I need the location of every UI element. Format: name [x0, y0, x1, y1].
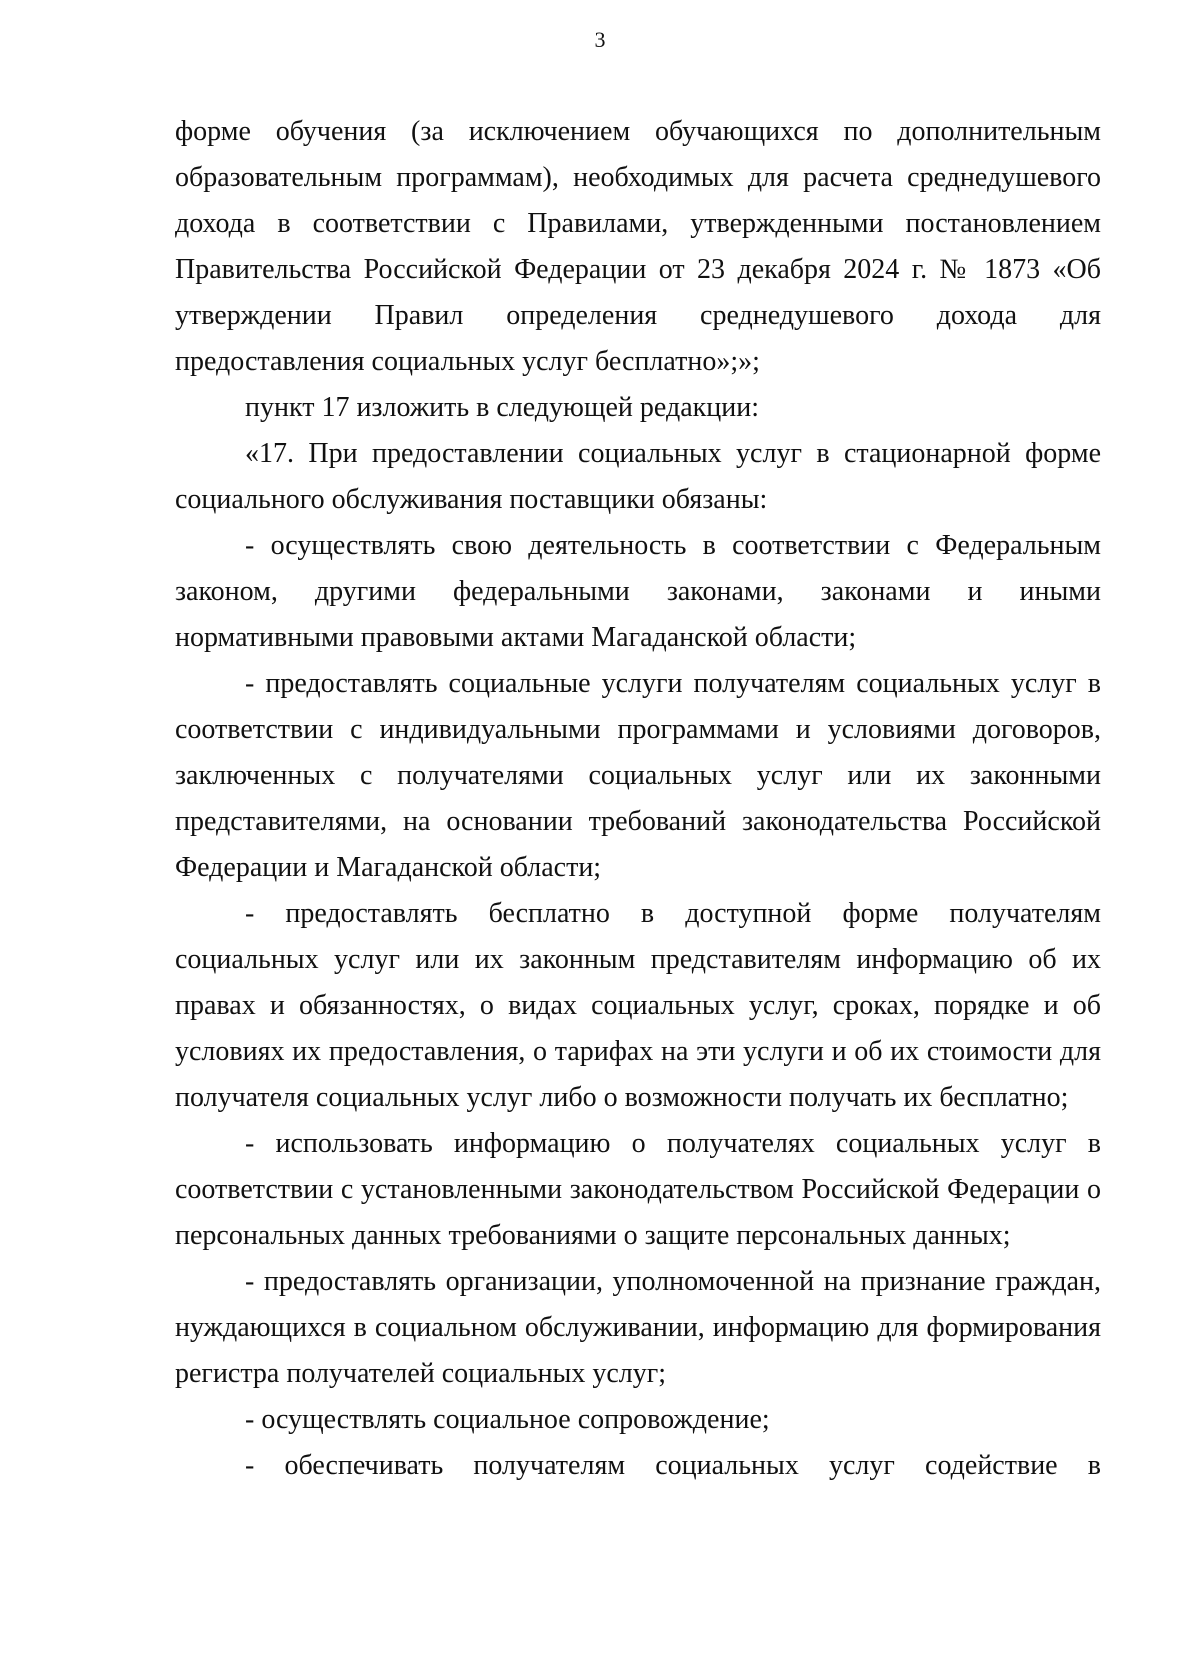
- list-item-activity: - осуществлять свою деятельность в соответствии с Федеральным законом, другими федеральными законами, законами и иными нормативными правовыми актами Магаданской области;: [175, 530, 1101, 653]
- paragraph-continuation: форме обучения (за исключением обучающихся по дополнительным образовательным программам), необходимых для расчета среднедушевого дохода в соответствии с Правилами, утвержденными постановлением Правительства Российской Федерации от 23 декабря 2024 г. № 1873 «Об утверждении Правил определения среднедушевого дохода для предоставления социальных услуг бесплатно»;»;: [175, 116, 1101, 377]
- list-item-register: - предоставлять организации, уполномоченной на признание граждан, нуждающихся в социальном обслуживании, информацию для формирования регистра получателей социальных услуг;: [175, 1266, 1101, 1389]
- paragraph-clause-17: «17. При предоставлении социальных услуг в стационарной форме социального обслуживания поставщики обязаны:: [175, 438, 1101, 515]
- document-body: [175, 109, 1101, 1489]
- paragraph-instruction: пункт 17 изложить в следующей редакции:: [245, 392, 759, 423]
- list-item-provide-services: - предоставлять социальные услуги получателям социальных услуг в соответствии с индивидуальными программами и условиями договоров, заключенных с получателями социальных услуг или их законными представителями, на основании требований законодательства Российской Федерации и Магаданской области;: [175, 668, 1101, 883]
- list-item-assistance: - обеспечивать получателям социальных услуг содействие в: [245, 1450, 1101, 1481]
- list-item-social-support: - осуществлять социальное сопровождение;: [245, 1404, 770, 1435]
- list-item-personal-data: - использовать информацию о получателях социальных услуг в соответствии с установленными законодательством Российской Федерации о персональных данных требованиями о защите персональных данных;: [175, 1128, 1101, 1251]
- page-number: 3: [594, 27, 606, 52]
- list-item-provide-information: - предоставлять бесплатно в доступной форме получателям социальных услуг или их законным представителям информацию об их правах и обязанностях, о видах социальных услуг, сроках, порядке и об условиях их предоставления, о тарифах на эти услуги и об их стоимости для получателя социальных услуг либо о возможности получать их бесплатно;: [175, 898, 1101, 1113]
